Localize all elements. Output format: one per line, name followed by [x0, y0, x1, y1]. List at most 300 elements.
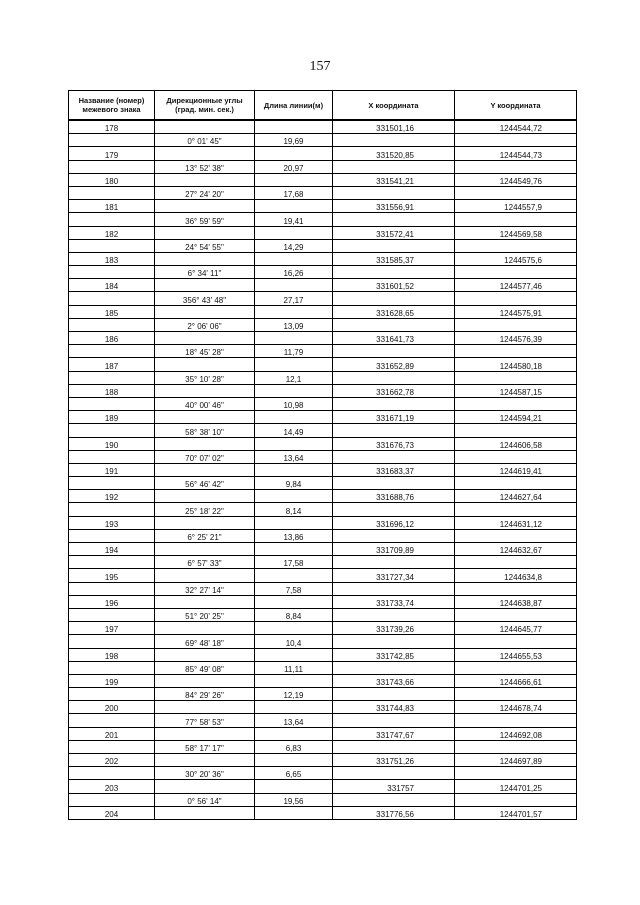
table-row: [69, 147, 577, 160]
empty-cell: [255, 279, 333, 292]
header-y: Y координата: [455, 91, 577, 121]
empty-cell: [333, 556, 455, 569]
table-row: [69, 503, 577, 516]
point-name: 181: [69, 200, 155, 213]
table-row: [69, 688, 577, 701]
x-coordinate: 331662,78: [333, 384, 455, 397]
empty-cell: [255, 490, 333, 503]
header-angle: Дирекционные углы (град. мин. сек.): [155, 91, 255, 121]
direction-angle: 0° 01' 45": [155, 134, 255, 147]
empty-cell: [255, 305, 333, 318]
empty-cell: [455, 134, 577, 147]
empty-cell: [455, 160, 577, 173]
empty-cell: [69, 371, 155, 384]
table-row: [69, 397, 577, 410]
table-row: [69, 384, 577, 397]
table-row: [69, 701, 577, 714]
y-coordinate: 1244692,08: [455, 727, 577, 740]
x-coordinate: 331501,16: [333, 120, 455, 134]
direction-angle: 13° 52' 38": [155, 160, 255, 173]
empty-cell: [155, 569, 255, 582]
empty-cell: [255, 252, 333, 265]
empty-cell: [455, 793, 577, 806]
empty-cell: [69, 688, 155, 701]
table-row: [69, 437, 577, 450]
empty-cell: [333, 450, 455, 463]
empty-cell: [255, 569, 333, 582]
x-coordinate: 331696,12: [333, 516, 455, 529]
direction-angle: 18° 45' 28": [155, 345, 255, 358]
empty-cell: [255, 463, 333, 476]
empty-cell: [333, 186, 455, 199]
table-row: [69, 213, 577, 226]
line-length: 13,09: [255, 318, 333, 331]
empty-cell: [69, 450, 155, 463]
empty-cell: [455, 450, 577, 463]
empty-cell: [155, 543, 255, 556]
table-row: [69, 160, 577, 173]
empty-cell: [333, 266, 455, 279]
point-name: 185: [69, 305, 155, 318]
empty-cell: [155, 358, 255, 371]
point-name: 187: [69, 358, 155, 371]
empty-cell: [333, 397, 455, 410]
table-row: [69, 279, 577, 292]
table-row: [69, 727, 577, 740]
empty-cell: [255, 543, 333, 556]
direction-angle: 30° 20' 36": [155, 767, 255, 780]
table-row: [69, 674, 577, 687]
empty-cell: [69, 345, 155, 358]
table-row: [69, 767, 577, 780]
direction-angle: 84° 29' 26": [155, 688, 255, 701]
table-row: [69, 529, 577, 542]
empty-cell: [333, 134, 455, 147]
empty-cell: [255, 754, 333, 767]
table-row: [69, 292, 577, 305]
table-row: [69, 516, 577, 529]
empty-cell: [155, 200, 255, 213]
point-name: 179: [69, 147, 155, 160]
boundary-coordinates-table: [68, 90, 577, 820]
empty-cell: [333, 661, 455, 674]
empty-cell: [255, 147, 333, 160]
empty-cell: [155, 674, 255, 687]
point-name: 182: [69, 226, 155, 239]
empty-cell: [333, 582, 455, 595]
empty-cell: [255, 780, 333, 793]
empty-cell: [455, 503, 577, 516]
table-row: [69, 556, 577, 569]
empty-cell: [333, 371, 455, 384]
empty-cell: [69, 714, 155, 727]
empty-cell: [333, 767, 455, 780]
point-name: 195: [69, 569, 155, 582]
y-coordinate: 1244627,64: [455, 490, 577, 503]
empty-cell: [333, 292, 455, 305]
empty-cell: [455, 345, 577, 358]
empty-cell: [155, 701, 255, 714]
empty-cell: [69, 477, 155, 490]
point-name: 188: [69, 384, 155, 397]
y-coordinate: 1244577,46: [455, 279, 577, 292]
empty-cell: [69, 318, 155, 331]
line-length: 19,56: [255, 793, 333, 806]
line-length: 10,98: [255, 397, 333, 410]
direction-angle: 85° 49' 08": [155, 661, 255, 674]
table-row: [69, 200, 577, 213]
y-coordinate: 1244632,67: [455, 543, 577, 556]
line-length: 13,64: [255, 450, 333, 463]
table-row: [69, 463, 577, 476]
empty-cell: [69, 529, 155, 542]
x-coordinate: 331733,74: [333, 595, 455, 608]
empty-cell: [155, 806, 255, 819]
empty-cell: [255, 411, 333, 424]
y-coordinate: 1244634,8: [455, 569, 577, 582]
table-row: [69, 252, 577, 265]
header-x: X координата: [333, 91, 455, 121]
table-row: [69, 239, 577, 252]
empty-cell: [333, 740, 455, 753]
y-coordinate: 1244544,73: [455, 147, 577, 160]
x-coordinate: 331676,73: [333, 437, 455, 450]
line-length: 17,68: [255, 186, 333, 199]
empty-cell: [255, 437, 333, 450]
line-length: 12,1: [255, 371, 333, 384]
line-length: 14,29: [255, 239, 333, 252]
empty-cell: [155, 516, 255, 529]
direction-angle: 2° 06' 06": [155, 318, 255, 331]
line-length: 10,4: [255, 635, 333, 648]
y-coordinate: 1244631,12: [455, 516, 577, 529]
table-row: [69, 358, 577, 371]
empty-cell: [455, 661, 577, 674]
empty-cell: [455, 266, 577, 279]
empty-cell: [455, 582, 577, 595]
line-length: 9,84: [255, 477, 333, 490]
empty-cell: [333, 608, 455, 621]
point-name: 196: [69, 595, 155, 608]
point-name: 190: [69, 437, 155, 450]
x-coordinate: 331747,67: [333, 727, 455, 740]
empty-cell: [455, 556, 577, 569]
direction-angle: 51° 20' 25": [155, 608, 255, 621]
table-row: [69, 754, 577, 767]
y-coordinate: 1244678,74: [455, 701, 577, 714]
y-coordinate: 1244544,72: [455, 120, 577, 134]
empty-cell: [455, 635, 577, 648]
empty-cell: [155, 648, 255, 661]
table-row: [69, 635, 577, 648]
direction-angle: 35° 10' 28": [155, 371, 255, 384]
empty-cell: [155, 173, 255, 186]
line-length: 19,41: [255, 213, 333, 226]
empty-cell: [333, 345, 455, 358]
table-row: [69, 318, 577, 331]
x-coordinate: 331585,37: [333, 252, 455, 265]
table-row: [69, 424, 577, 437]
table-row: [69, 622, 577, 635]
empty-cell: [455, 688, 577, 701]
x-coordinate: 331688,76: [333, 490, 455, 503]
x-coordinate: 331628,65: [333, 305, 455, 318]
table-row: [69, 450, 577, 463]
point-name: 178: [69, 120, 155, 134]
line-length: 17,58: [255, 556, 333, 569]
table-row: [69, 793, 577, 806]
direction-angle: 40° 00' 46": [155, 397, 255, 410]
empty-cell: [69, 266, 155, 279]
empty-cell: [333, 239, 455, 252]
point-name: 197: [69, 622, 155, 635]
x-coordinate: 331601,52: [333, 279, 455, 292]
empty-cell: [69, 740, 155, 753]
y-coordinate: 1244575,91: [455, 305, 577, 318]
y-coordinate: 1244638,87: [455, 595, 577, 608]
point-name: 201: [69, 727, 155, 740]
direction-angle: 27° 24' 20": [155, 186, 255, 199]
direction-angle: 356° 43' 48": [155, 292, 255, 305]
table-row: [69, 226, 577, 239]
y-coordinate: 1244701,57: [455, 806, 577, 819]
empty-cell: [455, 292, 577, 305]
empty-cell: [455, 714, 577, 727]
x-coordinate: 331742,85: [333, 648, 455, 661]
x-coordinate: 331671,19: [333, 411, 455, 424]
empty-cell: [69, 793, 155, 806]
line-length: 14,49: [255, 424, 333, 437]
empty-cell: [333, 318, 455, 331]
direction-angle: 25° 18' 22": [155, 503, 255, 516]
x-coordinate: 331776,56: [333, 806, 455, 819]
line-length: 12,19: [255, 688, 333, 701]
empty-cell: [455, 767, 577, 780]
point-name: 198: [69, 648, 155, 661]
empty-cell: [155, 754, 255, 767]
empty-cell: [255, 173, 333, 186]
table-row: [69, 714, 577, 727]
empty-cell: [69, 186, 155, 199]
table-row: [69, 332, 577, 345]
table-row: [69, 740, 577, 753]
x-coordinate: 331541,21: [333, 173, 455, 186]
empty-cell: [455, 318, 577, 331]
line-length: 13,64: [255, 714, 333, 727]
empty-cell: [255, 622, 333, 635]
empty-cell: [155, 595, 255, 608]
empty-cell: [333, 424, 455, 437]
table-row: [69, 411, 577, 424]
empty-cell: [69, 556, 155, 569]
line-length: 6,65: [255, 767, 333, 780]
empty-cell: [255, 384, 333, 397]
point-name: 189: [69, 411, 155, 424]
empty-cell: [155, 279, 255, 292]
point-name: 191: [69, 463, 155, 476]
x-coordinate: 331652,89: [333, 358, 455, 371]
empty-cell: [69, 160, 155, 173]
table-row: [69, 582, 577, 595]
x-coordinate: 331751,26: [333, 754, 455, 767]
empty-cell: [255, 332, 333, 345]
x-coordinate: 331572,41: [333, 226, 455, 239]
empty-cell: [69, 608, 155, 621]
line-length: 11,11: [255, 661, 333, 674]
line-length: 6,83: [255, 740, 333, 753]
empty-cell: [155, 226, 255, 239]
point-name: 203: [69, 780, 155, 793]
y-coordinate: 1244697,89: [455, 754, 577, 767]
empty-cell: [155, 252, 255, 265]
empty-cell: [69, 134, 155, 147]
table-row: [69, 186, 577, 199]
x-coordinate: 331556,91: [333, 200, 455, 213]
point-name: 192: [69, 490, 155, 503]
table-row: [69, 490, 577, 503]
empty-cell: [333, 688, 455, 701]
direction-angle: 58° 17' 17": [155, 740, 255, 753]
table-row: [69, 595, 577, 608]
x-coordinate: 331641,73: [333, 332, 455, 345]
line-length: 19,69: [255, 134, 333, 147]
point-name: 200: [69, 701, 155, 714]
table-row: [69, 134, 577, 147]
empty-cell: [255, 595, 333, 608]
empty-cell: [333, 529, 455, 542]
y-coordinate: 1244576,39: [455, 332, 577, 345]
table-row: [69, 661, 577, 674]
empty-cell: [69, 213, 155, 226]
empty-cell: [255, 674, 333, 687]
empty-cell: [455, 740, 577, 753]
point-name: 202: [69, 754, 155, 767]
empty-cell: [455, 371, 577, 384]
empty-cell: [69, 239, 155, 252]
empty-cell: [455, 397, 577, 410]
page-number: 157: [309, 59, 331, 74]
direction-angle: 36° 59' 59": [155, 213, 255, 226]
y-coordinate: 1244594,21: [455, 411, 577, 424]
empty-cell: [255, 358, 333, 371]
empty-cell: [333, 714, 455, 727]
x-coordinate: 331757: [333, 780, 455, 793]
empty-cell: [155, 305, 255, 318]
line-length: 27,17: [255, 292, 333, 305]
direction-angle: 24° 54' 55": [155, 239, 255, 252]
empty-cell: [155, 463, 255, 476]
empty-cell: [69, 582, 155, 595]
empty-cell: [255, 516, 333, 529]
point-name: 183: [69, 252, 155, 265]
empty-cell: [455, 424, 577, 437]
table-row: [69, 608, 577, 621]
x-coordinate: 331727,34: [333, 569, 455, 582]
empty-cell: [155, 384, 255, 397]
empty-cell: [333, 213, 455, 226]
point-name: 194: [69, 543, 155, 556]
empty-cell: [255, 120, 333, 134]
empty-cell: [255, 648, 333, 661]
direction-angle: 58° 38' 10": [155, 424, 255, 437]
empty-cell: [155, 437, 255, 450]
x-coordinate: 331744,83: [333, 701, 455, 714]
empty-cell: [155, 411, 255, 424]
table-body: [69, 120, 577, 819]
empty-cell: [69, 292, 155, 305]
empty-cell: [69, 661, 155, 674]
table-row: [69, 569, 577, 582]
empty-cell: [155, 780, 255, 793]
y-coordinate: 1244645,77: [455, 622, 577, 635]
table-header-row: [69, 91, 577, 121]
direction-angle: 69° 48' 18": [155, 635, 255, 648]
empty-cell: [69, 503, 155, 516]
table-row: [69, 305, 577, 318]
empty-cell: [255, 806, 333, 819]
empty-cell: [255, 727, 333, 740]
empty-cell: [155, 727, 255, 740]
point-name: 180: [69, 173, 155, 186]
empty-cell: [155, 120, 255, 134]
empty-cell: [333, 503, 455, 516]
point-name: 199: [69, 674, 155, 687]
empty-cell: [69, 635, 155, 648]
line-length: 7,58: [255, 582, 333, 595]
direction-angle: 6° 34' 11": [155, 266, 255, 279]
line-length: 11,79: [255, 345, 333, 358]
empty-cell: [69, 767, 155, 780]
empty-cell: [155, 490, 255, 503]
empty-cell: [69, 397, 155, 410]
y-coordinate: 1244587,15: [455, 384, 577, 397]
table-row: [69, 806, 577, 819]
empty-cell: [255, 200, 333, 213]
y-coordinate: 1244569,58: [455, 226, 577, 239]
line-length: 13,86: [255, 529, 333, 542]
empty-cell: [333, 160, 455, 173]
empty-cell: [455, 213, 577, 226]
y-coordinate: 1244701,25: [455, 780, 577, 793]
table-row: [69, 371, 577, 384]
line-length: 8,84: [255, 608, 333, 621]
empty-cell: [69, 424, 155, 437]
y-coordinate: 1244619,41: [455, 463, 577, 476]
direction-angle: 6° 57' 33": [155, 556, 255, 569]
table-row: [69, 543, 577, 556]
point-name: 184: [69, 279, 155, 292]
y-coordinate: 1244666,61: [455, 674, 577, 687]
x-coordinate: 331520,85: [333, 147, 455, 160]
x-coordinate: 331739,26: [333, 622, 455, 635]
header-name: Название (номер) межевого знака: [69, 91, 155, 121]
empty-cell: [155, 332, 255, 345]
empty-cell: [155, 147, 255, 160]
table-row: [69, 345, 577, 358]
empty-cell: [455, 186, 577, 199]
empty-cell: [333, 477, 455, 490]
x-coordinate: 331709,89: [333, 543, 455, 556]
table-row: [69, 120, 577, 134]
direction-angle: 6° 25' 21": [155, 529, 255, 542]
direction-angle: 0° 56' 14": [155, 793, 255, 806]
table-row: [69, 477, 577, 490]
x-coordinate: 331743,66: [333, 674, 455, 687]
empty-cell: [455, 239, 577, 252]
point-name: 186: [69, 332, 155, 345]
x-coordinate: 331683,37: [333, 463, 455, 476]
direction-angle: 56° 46' 42": [155, 477, 255, 490]
